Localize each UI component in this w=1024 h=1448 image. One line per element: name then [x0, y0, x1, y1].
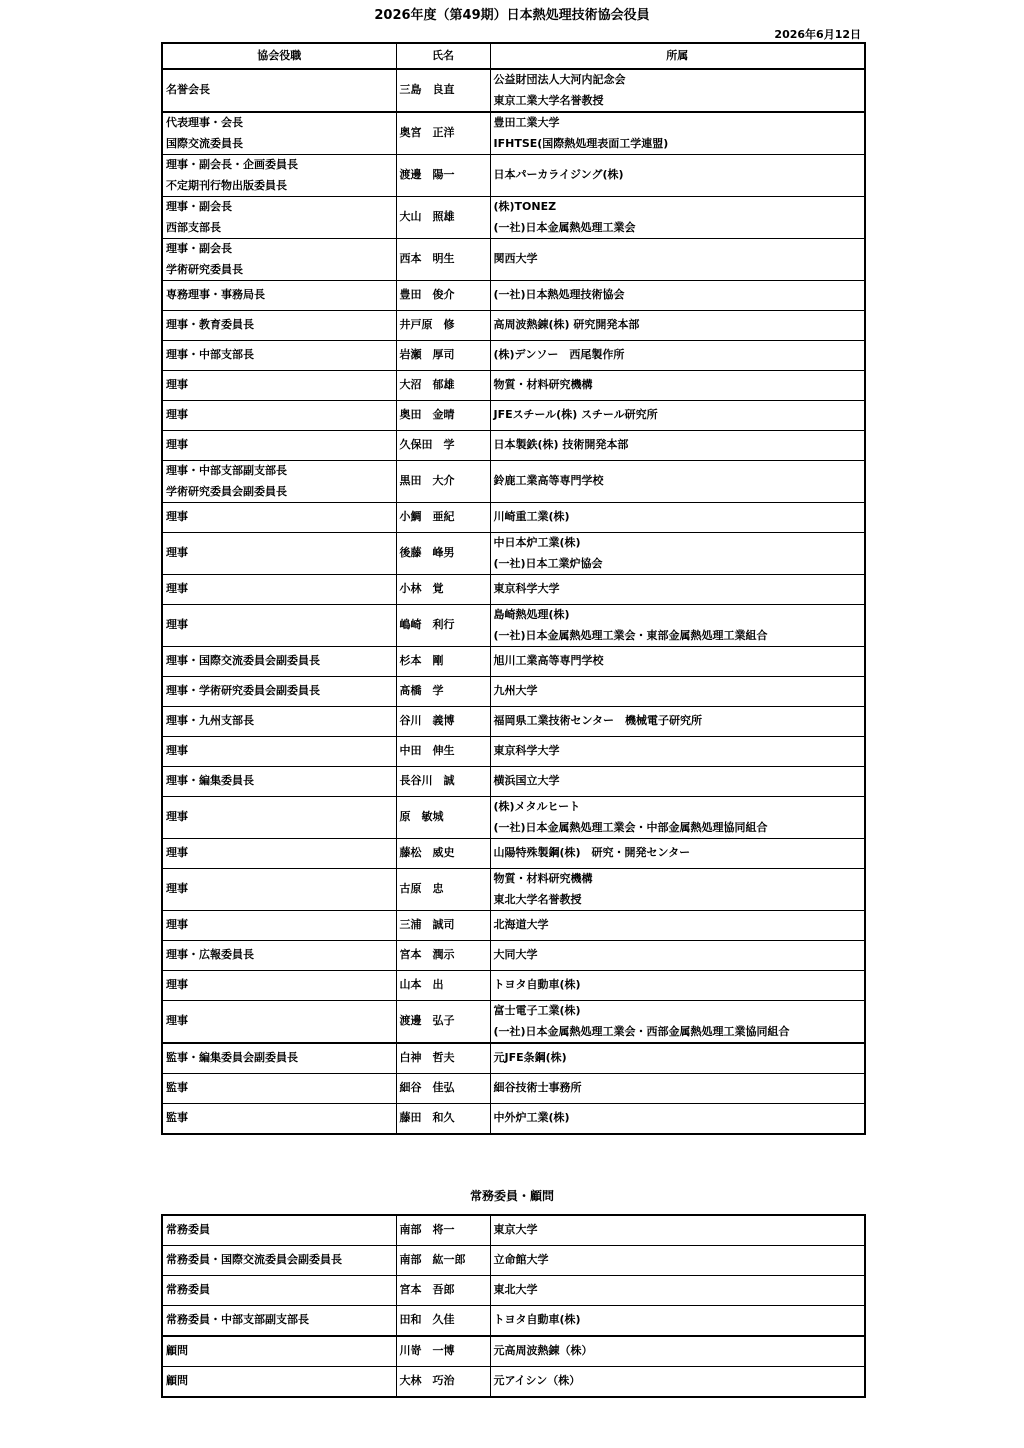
affiliation-cell — [490, 1001, 865, 1044]
name-cell: 南部 将一 — [396, 1215, 490, 1246]
affiliation-cell — [490, 503, 865, 533]
name-cell: 小林 覚 — [396, 575, 490, 605]
name-cell: 古原 忠 — [396, 869, 490, 911]
role-cell — [162, 1367, 396, 1398]
affiliation-line: 旭川工業高等専門学校 — [493, 654, 604, 668]
role-line: 理事 — [166, 378, 188, 392]
name-cell: 大山 照雄 — [396, 197, 490, 239]
role-line: 理事・中部支部長 — [166, 348, 254, 362]
name-cell: 長谷川 誠 — [396, 767, 490, 797]
name-cell: 三浦 誠司 — [396, 911, 490, 941]
affiliation-cell — [490, 371, 865, 401]
table-row — [162, 239, 865, 281]
affiliation-line: 公益財団法人大河内記念会 — [493, 73, 626, 86]
role-cell — [162, 533, 396, 575]
name-cell: 川嵜 一博 — [396, 1336, 490, 1367]
table-row — [162, 197, 865, 239]
role-cell — [162, 1001, 396, 1044]
affiliation-cell — [490, 1104, 865, 1135]
affiliation-line: 関西大学 — [493, 252, 538, 266]
role-line: 理事 — [166, 618, 188, 632]
table-row — [162, 1246, 865, 1276]
affiliation-cell — [490, 1043, 865, 1074]
affiliation-cell — [490, 1367, 865, 1398]
role-line: 常務委員・国際交流委員会副委員長 — [166, 1253, 342, 1267]
table-row — [162, 911, 865, 941]
affiliation-cell — [490, 737, 865, 767]
role-cell — [162, 971, 396, 1001]
affiliation-line: 東京工業大学名誉教授 — [493, 93, 604, 107]
table-row — [162, 575, 865, 605]
name-cell: 後藤 峰男 — [396, 533, 490, 575]
role-line: 理事 — [166, 918, 188, 932]
table-row — [162, 69, 865, 112]
affiliation-cell — [490, 311, 865, 341]
role-cell — [162, 341, 396, 371]
name-cell: 小鯛 亜紀 — [396, 503, 490, 533]
role-cell — [162, 839, 396, 869]
affiliation-cell — [490, 1074, 865, 1104]
role-line: 学術研究委員会副委員長 — [166, 484, 287, 498]
affiliation-line: 東北大学 — [493, 1283, 538, 1297]
role-line: 理事 — [166, 978, 188, 992]
name-cell: 宮本 吾郎 — [396, 1276, 490, 1306]
role-cell — [162, 941, 396, 971]
name-cell: 大沼 郁雄 — [396, 371, 490, 401]
affiliation-line: 島崎熱処理(株) — [493, 608, 570, 621]
affiliation-cell — [490, 1215, 865, 1246]
role-line: 顧問 — [166, 1344, 188, 1358]
name-cell: 嶋崎 利行 — [396, 605, 490, 647]
name-cell: 細谷 佳弘 — [396, 1074, 490, 1104]
table-row — [162, 1001, 865, 1044]
affiliation-cell — [490, 431, 865, 461]
role-cell — [162, 767, 396, 797]
role-line: 理事 — [166, 408, 188, 422]
table-row — [162, 605, 865, 647]
affiliation-cell — [490, 839, 865, 869]
affiliation-line: 山陽特殊製鋼(株) 研究・開発センター — [493, 846, 691, 860]
role-cell — [162, 155, 396, 197]
role-cell — [162, 1215, 396, 1246]
name-cell: 藤松 威史 — [396, 839, 490, 869]
header-name: 氏名 — [396, 43, 490, 69]
affiliation-line: (一社)日本金属熱処理工業会・東部金属熱処理工業組合 — [493, 628, 768, 642]
table-row — [162, 503, 865, 533]
affiliation-line: 立命館大学 — [493, 1253, 549, 1267]
table-row — [162, 461, 865, 503]
role-cell — [162, 911, 396, 941]
role-cell — [162, 647, 396, 677]
affiliation-line: トヨタ自動車(株) — [493, 978, 581, 992]
role-line: 理事・教育委員長 — [166, 318, 254, 332]
role-line: 理事・副会長・企画委員長 — [166, 158, 298, 171]
affiliation-cell — [490, 69, 865, 112]
name-cell: 西本 明生 — [396, 239, 490, 281]
table-row — [162, 1276, 865, 1306]
role-line: 理事 — [166, 846, 188, 860]
table-row — [162, 281, 865, 311]
name-cell: 田和 久佳 — [396, 1306, 490, 1337]
affiliation-line: (株)TONEZ — [493, 200, 557, 213]
table-row — [162, 1104, 865, 1135]
name-cell: 豊田 俊介 — [396, 281, 490, 311]
role-cell — [162, 1246, 396, 1276]
role-line: 西部支部長 — [166, 220, 221, 234]
role-cell — [162, 1104, 396, 1135]
affiliation-line: 鈴鹿工業高等専門学校 — [493, 474, 604, 488]
table-row — [162, 707, 865, 737]
role-line: 理事・国際交流委員会副委員長 — [166, 654, 320, 668]
affiliation-line: (株)デンソー 西尾製作所 — [493, 348, 625, 362]
role-line: 常務委員 — [166, 1223, 210, 1237]
affiliation-cell — [490, 197, 865, 239]
role-cell — [162, 1276, 396, 1306]
affiliation-line: 川崎重工業(株) — [493, 510, 570, 524]
officers-body — [162, 69, 865, 1134]
role-cell — [162, 281, 396, 311]
name-cell: 中田 伸生 — [396, 737, 490, 767]
affiliation-line: 物質・材料研究機構 — [493, 378, 593, 392]
name-cell: 渡邊 弘子 — [396, 1001, 490, 1044]
role-line: 理事 — [166, 810, 188, 824]
role-cell — [162, 197, 396, 239]
affiliation-line: 富士電子工業(株) — [493, 1004, 581, 1017]
affiliation-cell — [490, 341, 865, 371]
header-affiliation: 所属 — [490, 43, 865, 69]
role-line: 理事・九州支部長 — [166, 714, 254, 728]
role-line: 理事 — [166, 546, 188, 560]
table-row — [162, 533, 865, 575]
committee-table — [161, 1214, 866, 1398]
table-row — [162, 311, 865, 341]
role-line: 理事・広報委員長 — [166, 948, 254, 962]
name-cell: 渡邊 陽一 — [396, 155, 490, 197]
table-row — [162, 1043, 865, 1074]
role-line: 不定期刊行物出版委員長 — [166, 178, 287, 192]
role-line: 国際交流委員長 — [166, 136, 243, 150]
role-line: 理事 — [166, 438, 188, 452]
affiliation-line: 日本パーカライジング(株) — [493, 168, 624, 182]
table-row — [162, 401, 865, 431]
role-line: 常務委員・中部支部副支部長 — [166, 1313, 309, 1327]
committee-body — [162, 1215, 865, 1397]
table-row — [162, 869, 865, 911]
role-line: 名誉会長 — [166, 83, 210, 97]
role-cell — [162, 869, 396, 911]
role-line: 監事 — [166, 1081, 188, 1095]
affiliation-cell — [490, 911, 865, 941]
name-cell: 杉本 剛 — [396, 647, 490, 677]
affiliation-line: 東京科学大学 — [493, 744, 560, 758]
role-cell — [162, 797, 396, 839]
affiliation-line: (株)メタルヒート — [493, 800, 581, 813]
affiliation-cell — [490, 869, 865, 911]
affiliation-cell — [490, 971, 865, 1001]
affiliation-line: IFHTSE(国際熱処理表面工学連盟) — [493, 136, 669, 150]
role-line: 監事・編集委員会副委員長 — [166, 1051, 298, 1065]
name-cell: 谷川 義博 — [396, 707, 490, 737]
table-row — [162, 371, 865, 401]
role-line: 理事・副会長 — [166, 200, 232, 213]
affiliation-line: 大同大学 — [493, 948, 538, 962]
role-line: 学術研究委員長 — [166, 262, 243, 276]
name-cell: 黒田 大介 — [396, 461, 490, 503]
affiliation-cell — [490, 461, 865, 503]
affiliation-line: 中外炉工業(株) — [493, 1111, 570, 1125]
name-cell: 山本 出 — [396, 971, 490, 1001]
affiliation-line: 福岡県工業技術センター 機械電子研究所 — [493, 714, 703, 728]
role-line: 理事 — [166, 882, 188, 896]
table-row — [162, 1215, 865, 1246]
affiliation-line: 物質・材料研究機構 — [493, 872, 593, 885]
name-cell: 岩瀬 厚司 — [396, 341, 490, 371]
affiliation-cell — [490, 1336, 865, 1367]
table-row — [162, 971, 865, 1001]
role-cell — [162, 1074, 396, 1104]
table-row — [162, 797, 865, 839]
name-cell: 久保田 学 — [396, 431, 490, 461]
affiliation-line: 東京大学 — [493, 1223, 538, 1237]
affiliation-line: 元高周波熱錬（株） — [493, 1344, 593, 1358]
role-line: 理事 — [166, 510, 188, 524]
affiliation-line: (一社)日本熱処理技術協会 — [493, 288, 625, 302]
role-line: 理事 — [166, 744, 188, 758]
affiliation-cell — [490, 605, 865, 647]
role-cell — [162, 1043, 396, 1074]
name-cell: 宮本 潤示 — [396, 941, 490, 971]
role-cell — [162, 737, 396, 767]
role-cell — [162, 311, 396, 341]
table-row — [162, 1367, 865, 1398]
name-cell: 原 敏城 — [396, 797, 490, 839]
committee-title: 常務委員・顧問 — [469, 1189, 554, 1203]
document-date: 2026年6月12日 — [774, 28, 861, 41]
role-cell — [162, 575, 396, 605]
table-row — [162, 839, 865, 869]
role-line: 理事・学術研究委員会副委員長 — [166, 684, 320, 698]
affiliation-line: (一社)日本工業炉協会 — [493, 556, 603, 570]
table-row — [162, 1074, 865, 1104]
table-row — [162, 1306, 865, 1337]
role-line: 顧問 — [166, 1374, 188, 1388]
name-cell: 奥田 金晴 — [396, 401, 490, 431]
role-cell — [162, 112, 396, 155]
affiliation-line: 東北大学名誉教授 — [493, 892, 582, 906]
affiliation-cell — [490, 797, 865, 839]
affiliation-line: 高周波熱錬(株) 研究開発本部 — [493, 318, 640, 332]
role-cell — [162, 69, 396, 112]
affiliation-line: 日本製鉄(株) 技術開発本部 — [493, 438, 629, 452]
role-cell — [162, 707, 396, 737]
table-row — [162, 155, 865, 197]
table-row — [162, 767, 865, 797]
affiliation-cell — [490, 941, 865, 971]
role-line: 常務委員 — [166, 1283, 210, 1297]
affiliation-line: 横浜国立大学 — [493, 774, 560, 788]
affiliation-cell — [490, 401, 865, 431]
role-cell — [162, 1306, 396, 1337]
document-title: 2026年度（第49期）日本熱処理技術協会役員 — [374, 8, 650, 23]
role-cell — [162, 503, 396, 533]
name-cell: 井戸原 修 — [396, 311, 490, 341]
affiliation-line: 細谷技術士事務所 — [493, 1081, 582, 1095]
affiliation-cell — [490, 1246, 865, 1276]
role-line: 理事 — [166, 1014, 188, 1028]
affiliation-line: 東京科学大学 — [493, 582, 560, 596]
affiliation-cell — [490, 1306, 865, 1337]
role-cell — [162, 461, 396, 503]
role-cell — [162, 677, 396, 707]
table-row — [162, 677, 865, 707]
table-header-row — [162, 43, 865, 69]
affiliation-line: 中日本炉工業(株) — [493, 536, 581, 549]
affiliation-cell — [490, 112, 865, 155]
role-line: 理事・副会長 — [166, 242, 232, 255]
affiliation-cell — [490, 155, 865, 197]
affiliation-cell — [490, 281, 865, 311]
name-cell: 奥宮 正洋 — [396, 112, 490, 155]
role-cell — [162, 1336, 396, 1367]
role-cell — [162, 605, 396, 647]
role-line: 理事 — [166, 582, 188, 596]
affiliation-line: (一社)日本金属熱処理工業会・中部金属熱処理協同組合 — [493, 820, 768, 834]
affiliation-line: JFEスチール(株) スチール研究所 — [493, 408, 658, 422]
affiliation-cell — [490, 647, 865, 677]
affiliation-line: 北海道大学 — [493, 918, 549, 932]
table-row — [162, 941, 865, 971]
affiliation-cell — [490, 533, 865, 575]
affiliation-cell — [490, 1276, 865, 1306]
table-row — [162, 1336, 865, 1367]
affiliation-line: (一社)日本金属熱処理工業会 — [493, 220, 636, 234]
table-row — [162, 112, 865, 155]
affiliation-line: (一社)日本金属熱処理工業会・西部金属熱処理工業協同組合 — [493, 1024, 790, 1038]
name-cell: 白神 哲夫 — [396, 1043, 490, 1074]
role-cell — [162, 239, 396, 281]
name-cell: 藤田 和久 — [396, 1104, 490, 1135]
table-row — [162, 647, 865, 677]
officers-table — [161, 42, 866, 1135]
affiliation-line: 豊田工業大学 — [493, 116, 560, 129]
role-line: 理事・中部支部副支部長 — [166, 464, 287, 477]
affiliation-cell — [490, 239, 865, 281]
name-cell: 髙橋 学 — [396, 677, 490, 707]
affiliation-line: 元JFE条鋼(株) — [493, 1051, 567, 1065]
role-line: 代表理事・会長 — [166, 116, 243, 129]
role-line: 専務理事・事務局長 — [166, 288, 265, 302]
role-line: 理事・編集委員長 — [166, 774, 254, 788]
affiliation-cell — [490, 707, 865, 737]
affiliation-line: トヨタ自動車(株) — [493, 1313, 581, 1327]
header-role: 協会役職 — [162, 43, 396, 69]
role-line: 監事 — [166, 1111, 188, 1125]
affiliation-cell — [490, 767, 865, 797]
affiliation-cell — [490, 575, 865, 605]
affiliation-cell — [490, 677, 865, 707]
table-row — [162, 431, 865, 461]
name-cell: 大林 巧治 — [396, 1367, 490, 1398]
name-cell: 南部 紘一郎 — [396, 1246, 490, 1276]
role-cell — [162, 431, 396, 461]
table-row — [162, 341, 865, 371]
affiliation-line: 九州大学 — [493, 684, 538, 698]
table-row — [162, 737, 865, 767]
role-cell — [162, 401, 396, 431]
role-cell — [162, 371, 396, 401]
affiliation-line: 元アイシン（株） — [493, 1374, 581, 1388]
name-cell: 三島 良直 — [396, 69, 490, 112]
